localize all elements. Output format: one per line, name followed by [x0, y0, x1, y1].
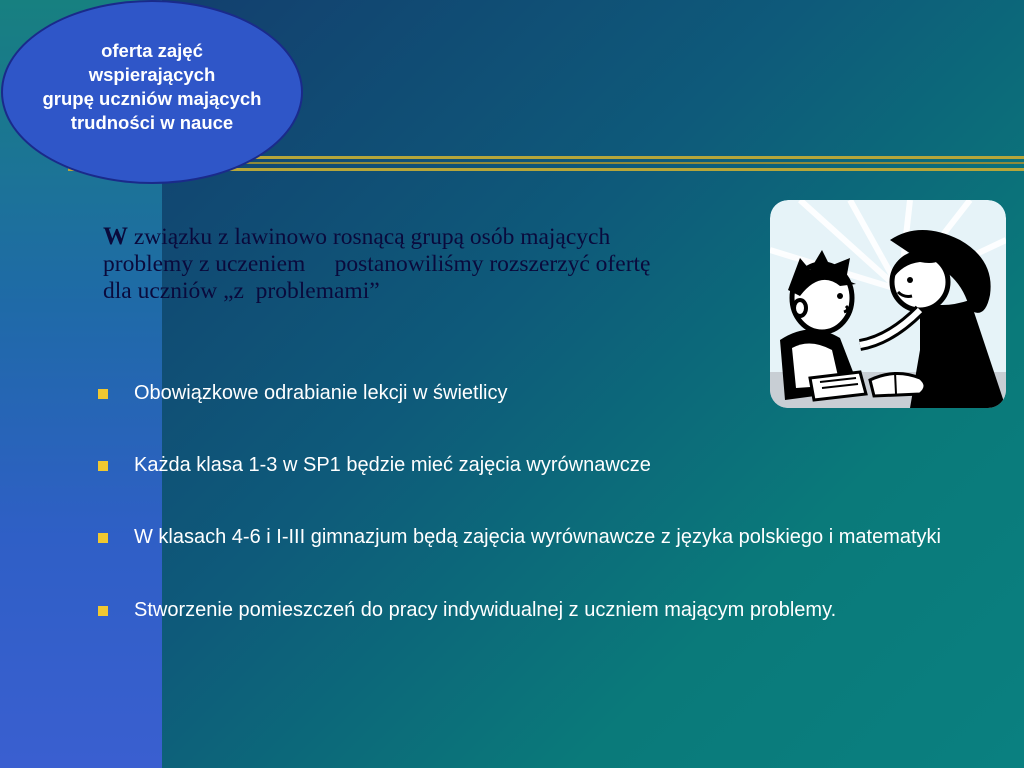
- bullet-text: Obowiązkowe odrabianie lekcji w świetlicy: [134, 382, 508, 404]
- bullet-item-4: [97, 595, 977, 626]
- bullet-text: W klasach 4-6 i I-III gimnazjum będą zajęcia wyrównawcze z języka polskiego i matematyki: [134, 526, 941, 548]
- bullet-marker: [98, 606, 108, 616]
- teacher-helping-student-picture: [770, 200, 1006, 408]
- title-line-3: grupę uczniów mających: [42, 88, 262, 109]
- title-line-1: oferta zajęć: [101, 40, 203, 61]
- title-line-2: wspierających: [88, 64, 216, 85]
- bullet-text: Każda klasa 1-3 w SP1 będzie mieć zajęcia wyrównawcze: [134, 454, 651, 476]
- intro-dropcap: W: [103, 223, 128, 250]
- bullet-item-3: [97, 522, 977, 553]
- bullet-text: Stworzenie pomieszczeń do pracy indywidualnej z uczniem mającym problemy.: [134, 599, 837, 621]
- bullet-marker: [98, 533, 108, 543]
- bullet-item-2: [97, 450, 977, 481]
- title-oval: [1, 0, 303, 184]
- title-oval-text: [12, 39, 292, 135]
- title-line-4: trudności w nauce: [70, 112, 234, 133]
- intro-line-2: problemy z uczeniem postanowiliśmy rozszerzyć ofertę: [103, 251, 651, 277]
- bullet-item-1: [97, 378, 977, 409]
- intro-line-3: dla uczniów „z problemami”: [103, 278, 380, 304]
- bullet-list: [97, 378, 977, 626]
- intro-line-1-text: związku z lawinowo rosnącą grupą osób mających: [128, 224, 611, 250]
- intro-line-1: [103, 223, 783, 251]
- bullet-marker: [98, 461, 108, 471]
- bullet-marker: [98, 389, 108, 399]
- intro-paragraph: [103, 223, 783, 305]
